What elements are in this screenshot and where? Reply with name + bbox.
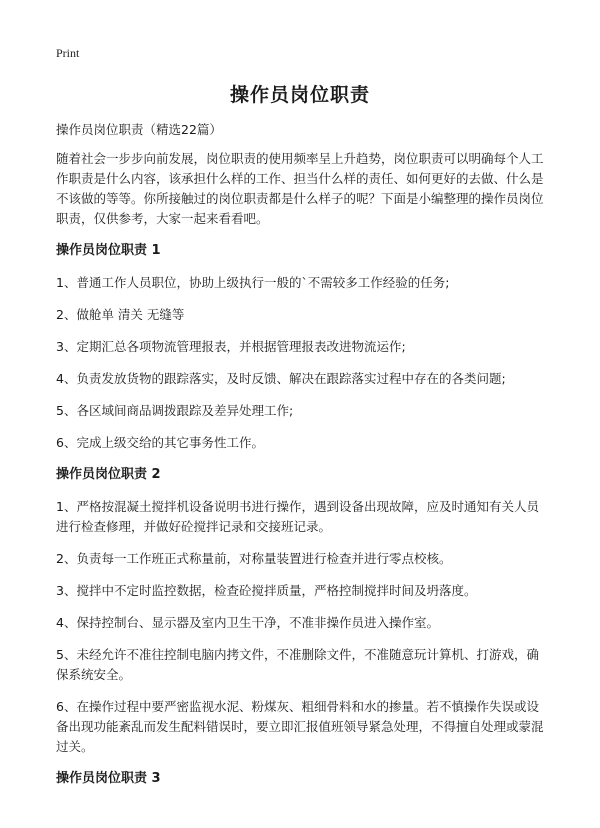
list-item: 2、做舱单 清关 无缝等: [56, 307, 185, 322]
print-label: Print: [56, 46, 80, 60]
document-body: [56, 120, 544, 801]
list-item: 2、负责每一工作班正式称量前，对称量装置进行检查并进行零点校核。: [56, 551, 452, 566]
list-item: 1、普通工作人员职位，协助上级执行一般的`不需较多工作经验的任务;: [56, 275, 450, 290]
list-item: 3、搅拌中不定时监控数据，检查砼搅拌质量，严格控制搅拌时间及坍落度。: [56, 583, 477, 598]
section-heading: 操作员岗位职责 1: [56, 243, 161, 258]
list-item: 6、在操作过程中要严密监视水泥、粉煤灰、粗细骨料和水的掺量。若不慎操作失误或设备出现功能紊乱而发生配料错误时，要立即汇报值班领导紧急处理，不得擅自处理或蒙混过关。: [56, 699, 544, 754]
section-2: [56, 465, 544, 757]
section-1: [56, 241, 544, 453]
list-item: 5、未经允许不准往控制电脑内拷文件，不准删除文件，不准随意玩计算机、打游戏，确保系统安全。: [56, 647, 539, 682]
list-item: 6、完成上级交给的其它事务性工作。: [56, 435, 264, 450]
section-heading: 操作员岗位职责 3: [56, 771, 161, 786]
list-item: 4、负责发放货物的跟踪落实，及时反馈、解决在跟踪落实过程中存在的各类问题;: [56, 371, 506, 386]
list-item: 3、定期汇总各项物流管理报表，并根据管理报表改进物流运作;: [56, 339, 406, 354]
list-item: 4、保持控制台、显示器及室内卫生干净，不准非操作员进入操作室。: [56, 615, 439, 630]
subtitle: 操作员岗位职责（精选22篇）: [56, 122, 222, 137]
list-item: 1、严格按混凝土搅拌机设备说明书进行操作，遇到设备出现故障，应及时通知有关人员进行检查修理，并做好砼搅拌记录和交接班记录。: [56, 499, 539, 534]
list-item: 5、各区域间商品调拨跟踪及差异处理工作;: [56, 403, 294, 418]
intro-paragraph: 随着社会一步步向前发展，岗位职责的使用频率呈上升趋势，岗位职责可以明确每个人工作职责是什么内容，该承担什么样的工作、担当什么样的责任、如何更好的去做、什么是不该做的等等。你所接触过的岗位职责都是什么样子的呢？下面是小编整理的操作员岗位职责，仅供参考，大家一起来看看吧。: [56, 151, 544, 226]
section-heading: 操作员岗位职责 2: [56, 467, 161, 482]
page-title: 操作员岗位职责: [229, 84, 370, 106]
section-3: [56, 769, 544, 789]
